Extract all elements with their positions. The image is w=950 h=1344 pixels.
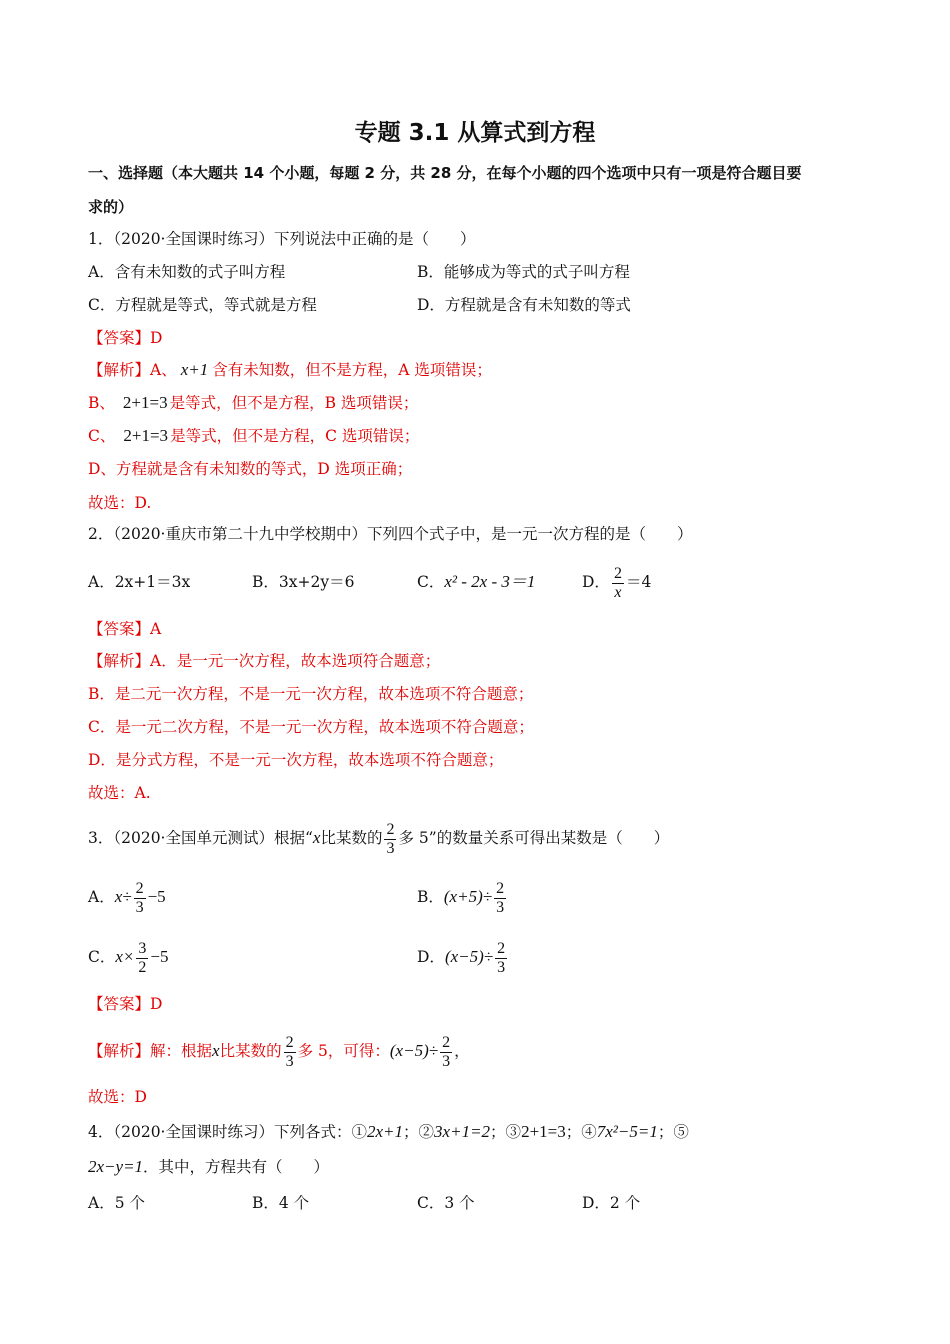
q3-conclusion: 故选：D	[88, 1088, 147, 1106]
q3-option-c	[88, 934, 169, 980]
math-expression: 7x²−5=1	[596, 1122, 658, 1141]
fraction	[136, 940, 148, 977]
fraction	[384, 821, 396, 858]
option-rest: ＝4	[625, 573, 652, 591]
q1-analysis-4: D、方程就是含有未知数的等式，D 选项正确；	[88, 460, 413, 478]
q2-option-d	[582, 559, 651, 605]
denominator: x	[614, 583, 622, 601]
math-expression: −5	[150, 947, 169, 966]
q2-analysis-3: C．是一元二次方程，不是一元一次方程，故本选项不符合题意；	[88, 718, 534, 736]
math-variable: x	[312, 828, 321, 847]
numerator: 3	[138, 939, 147, 957]
analysis-text: 含有未知数，但不是方程，A 选项错误；	[212, 361, 492, 379]
option-label: C．	[417, 573, 445, 591]
stem-text: ．其中，方程共有（ ）	[143, 1158, 330, 1176]
denominator: 3	[497, 958, 506, 976]
q4-stem-cont	[88, 1156, 329, 1178]
math-expression: 2x−y=1	[88, 1157, 144, 1176]
fraction	[134, 880, 146, 917]
numerator: 2	[442, 1033, 451, 1051]
denominator: 3	[285, 1052, 294, 1070]
analysis-prefix: B、	[88, 394, 115, 412]
q3-option-d	[417, 934, 509, 980]
analysis-prefix: A、	[150, 361, 177, 379]
analysis-label: 【解析】	[88, 1042, 151, 1060]
stem-text: 3．（2020·全国单元测试）根据“	[88, 829, 313, 847]
analysis-prefix: C、	[88, 427, 116, 445]
math-expression: −5	[147, 887, 166, 906]
math-expression: 2x+1	[367, 1122, 404, 1141]
q2-analysis-4: D．是分式方程，不是一元一次方程，故本选项不符合题意；	[88, 751, 504, 769]
analysis-label: 【解析】	[88, 361, 151, 379]
section-header-cont: 求的）	[88, 198, 134, 216]
denominator: 3	[442, 1052, 451, 1070]
fraction	[284, 1034, 296, 1071]
q4-option-d: D．2 个	[582, 1194, 641, 1212]
q4-stem	[88, 1121, 689, 1143]
math-expression: (x+5)÷	[443, 887, 493, 906]
denominator: 3	[135, 898, 144, 916]
option-label: B．	[417, 888, 444, 906]
q1-analysis-1	[88, 359, 492, 381]
option-label: A．	[88, 888, 115, 906]
q1-answer: 【答案】D	[88, 329, 163, 347]
fraction	[494, 880, 506, 917]
stem-text: 比某数的	[320, 829, 383, 847]
fraction	[440, 1034, 452, 1071]
fraction	[495, 940, 507, 977]
math-expression: x×	[115, 947, 135, 966]
q2-stem: 2．（2020·重庆市第二十九中学校期中）下列四个式子中，是一元一次方程的是（ ）	[88, 525, 693, 543]
math-expression: (x−5)÷	[444, 947, 494, 966]
option-label: D．	[582, 573, 610, 591]
denominator: 3	[386, 839, 395, 857]
analysis-text: 是等式，但不是方程，B 选项错误；	[169, 394, 419, 412]
math-expression: (x−5)÷	[389, 1041, 439, 1060]
numerator: 2	[613, 564, 622, 582]
q1-option-c: C．方程就是等式，等式就是方程	[88, 296, 317, 314]
q1-option-a: A．含有未知数的式子叫方程	[88, 263, 286, 281]
q3-option-a	[88, 874, 166, 920]
math-expression: 2+1=3	[123, 426, 169, 445]
math-variable: x	[212, 1041, 220, 1060]
q1-option-b: B．能够成为等式的式子叫方程	[417, 263, 630, 281]
analysis-text: ，	[454, 1042, 470, 1060]
q2-option-c	[417, 571, 535, 593]
q1-analysis-2	[88, 392, 418, 414]
math-expression: 2+1=3	[521, 1122, 566, 1141]
stem-text: ；⑤	[657, 1123, 689, 1141]
q4-option-c: C．3 个	[417, 1194, 475, 1212]
q1-option-d: D．方程就是含有未知数的等式	[417, 296, 631, 314]
q3-option-b	[417, 874, 508, 920]
option-label: D．	[417, 948, 445, 966]
numerator: 2	[285, 1033, 294, 1051]
q1-stem: 1．（2020·全国课时练习）下列说法中正确的是（ ）	[88, 230, 476, 248]
q2-option-a: A．2x+1＝3x	[88, 573, 191, 591]
stem-text: ；③	[490, 1123, 522, 1141]
q1-conclusion: 故选：D.	[88, 494, 152, 512]
option-label: C．	[88, 948, 116, 966]
q2-option-b: B．3x+2y＝6	[252, 573, 355, 591]
q2-analysis-2: B．是二元一次方程，不是一元一次方程，故本选项不符合题意；	[88, 685, 534, 703]
q4-option-a: A．5 个	[88, 1194, 145, 1212]
q2-conclusion: 故选：A.	[88, 784, 151, 802]
math-expression: x+1	[180, 360, 209, 379]
numerator: 2	[386, 820, 395, 838]
analysis-label: 【解析】	[88, 652, 151, 670]
analysis-text: 多 5，可得：	[297, 1042, 390, 1060]
analysis-text: A．是一元一次方程，故本选项符合题意；	[150, 652, 441, 670]
stem-text: 多 5”的数量关系可得出某数是（ ）	[398, 829, 670, 847]
analysis-text: 解：根据	[150, 1042, 213, 1060]
analysis-text: 是等式，但不是方程，C 选项错误；	[170, 427, 420, 445]
q3-analysis	[88, 1028, 470, 1074]
stem-text: ；②	[403, 1123, 435, 1141]
stem-text: 4．（2020·全国课时练习）下列各式：①	[88, 1123, 367, 1141]
numerator: 2	[135, 879, 144, 897]
q2-analysis-1	[88, 650, 440, 672]
fraction	[612, 565, 624, 602]
section-header: 一、选择题（本大题共 14 个小题，每题 2 分，共 28 分，在每个小题的四个选项中只有一项是符合题目要	[88, 164, 802, 182]
math-expression: x÷	[114, 887, 132, 906]
math-expression: 2+1=3	[122, 393, 168, 412]
q2-answer: 【答案】A	[88, 620, 162, 638]
q1-analysis-3	[88, 425, 419, 447]
denominator: 2	[138, 958, 147, 976]
numerator: 2	[496, 879, 505, 897]
numerator: 2	[497, 939, 506, 957]
q3-answer: 【答案】D	[88, 995, 163, 1013]
stem-text: ；④	[565, 1123, 597, 1141]
page-title: 专题 3.1 从算式到方程	[354, 120, 596, 146]
q4-option-b: B．4 个	[252, 1194, 310, 1212]
analysis-text: 比某数的	[219, 1042, 282, 1060]
math-expression: x² - 2x - 3＝1	[444, 572, 536, 591]
q3-stem	[88, 815, 669, 861]
denominator: 3	[496, 898, 505, 916]
math-expression: 3x+1=2	[434, 1122, 491, 1141]
